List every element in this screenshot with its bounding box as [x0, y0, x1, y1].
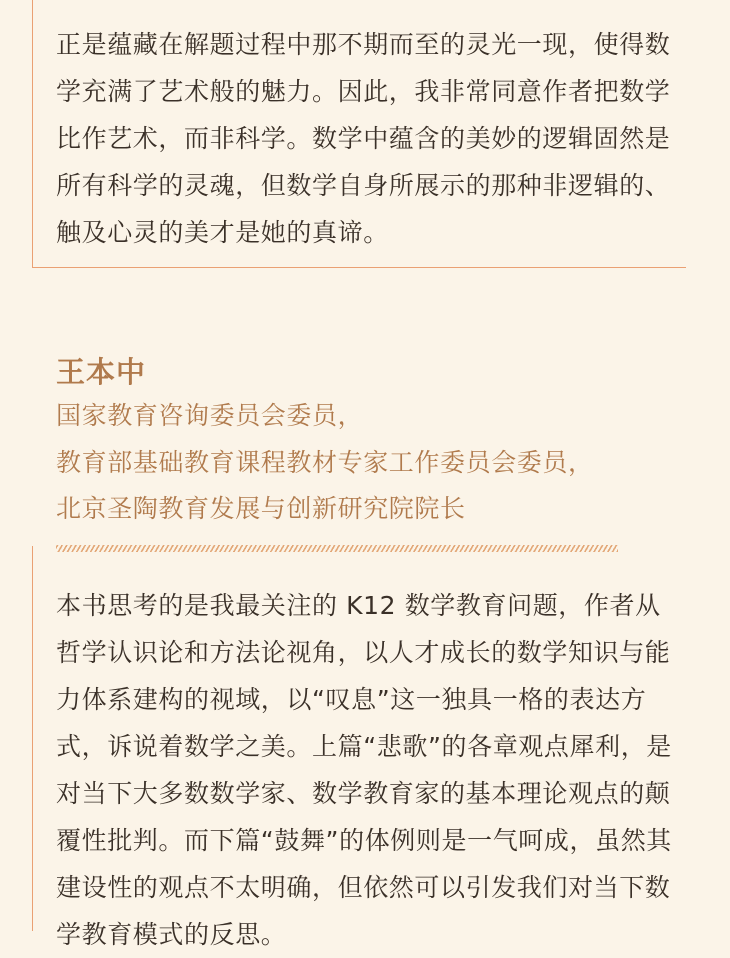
quote-paragraph: 正是蕴藏在解题过程中那不期而至的灵光一现，使得数学充满了艺术般的魅力。因此，我非常同意作者把数学比作艺术，而非科学。数学中蕴含的美妙的逻辑固然是所有科学的灵魂，但数学自身所展示的那种非逻辑的、触及心灵的美才是她的真谛。	[56, 30, 671, 247]
author-title-line: 国家教育咨询委员会委员，	[56, 401, 364, 430]
hatched-divider	[56, 545, 618, 552]
quote-paragraph: 本书思考的是我最关注的 K12 数学教育问题，作者从哲学认识论和方法论视角，以人才成长的数学知识与能力体系建构的视域，以“叹息”这一独具一格的表达方式，诉说着数学之美。上篇“悲歌”的各章观点犀利，是对当下大多数数学家、数学教育家的基本理论观点的颠覆性批判。而下篇“鼓舞”的体例则是一气呵成，虽然其建设性的观点不太明确，但依然可以引发我们对当下数学教育模式的反思。	[56, 591, 672, 949]
author-title-line: 北京圣陶教育发展与创新研究院院长	[56, 494, 466, 523]
quote-border-line	[32, 546, 33, 931]
author-name: 王本中	[56, 355, 147, 389]
author-title-line: 教育部基础教育课程教材专家工作委员会委员，	[56, 448, 594, 477]
